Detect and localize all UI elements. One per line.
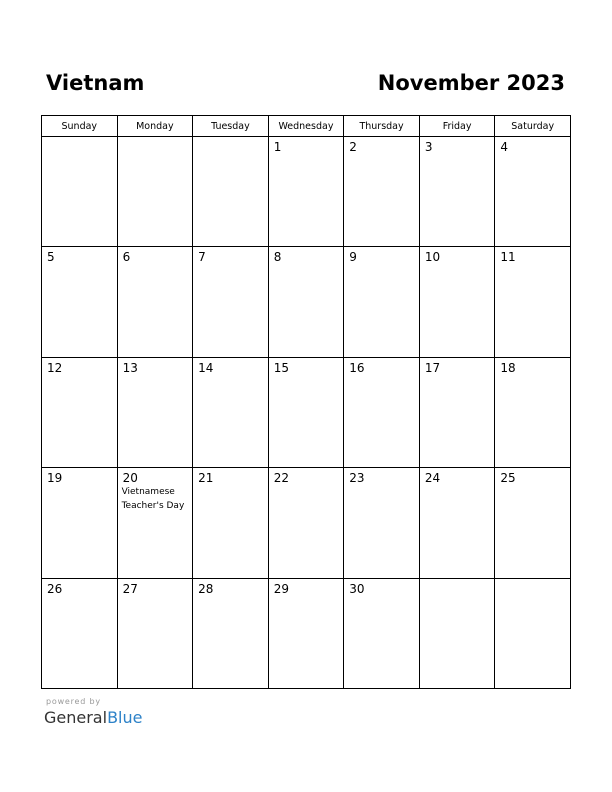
day-number: 18 — [500, 360, 516, 375]
day-number: 15 — [273, 360, 289, 375]
day-cell — [42, 137, 118, 247]
day-number — [420, 579, 495, 582]
day-number: 5 — [47, 250, 55, 265]
day-number — [118, 137, 193, 140]
weekday-header-monday: Monday — [117, 116, 193, 137]
day-number: 4 — [500, 140, 509, 154]
footer-branding — [44, 697, 142, 728]
day-number: 6 — [122, 250, 131, 265]
day-cell — [268, 357, 344, 467]
day-number: 25 — [500, 471, 516, 486]
day-cell — [268, 247, 344, 357]
weekday-header-thursday: Thursday — [344, 116, 420, 137]
day-cell — [419, 247, 495, 357]
calendar-body — [42, 137, 571, 689]
day-number — [495, 579, 570, 582]
week-row — [42, 247, 571, 357]
day-number: 14 — [198, 360, 214, 375]
day-number: 22 — [273, 471, 289, 486]
day-number: 16 — [349, 360, 365, 375]
day-number: 7 — [198, 250, 206, 265]
weekday-header-saturday: Saturday — [495, 116, 571, 137]
weekday-header-friday: Friday — [419, 116, 495, 137]
day-number: 1 — [273, 140, 282, 154]
day-number: 2 — [349, 140, 357, 154]
weekday-header-sunday: Sunday — [42, 116, 118, 137]
day-cell — [344, 137, 420, 247]
day-cell — [419, 137, 495, 247]
day-cell — [193, 247, 269, 357]
day-number: 13 — [122, 360, 138, 375]
day-number — [193, 137, 268, 140]
day-cell — [117, 137, 193, 247]
day-cell — [268, 137, 344, 247]
day-number: 19 — [47, 471, 63, 486]
day-number: 11 — [500, 250, 516, 265]
day-number: 21 — [198, 471, 214, 486]
day-number: 17 — [424, 360, 441, 375]
week-row — [42, 137, 571, 247]
day-number: 30 — [349, 581, 365, 596]
day-cell — [42, 468, 118, 578]
calendar-country-title: Vietnam — [46, 71, 145, 95]
day-number: 26 — [47, 581, 63, 596]
day-cell — [117, 578, 193, 688]
weekday-header-row — [42, 116, 571, 137]
calendar-grid — [41, 115, 571, 689]
day-cell — [193, 578, 269, 688]
day-cell — [344, 247, 420, 357]
day-cell-holiday — [117, 468, 193, 578]
weekday-header-wednesday: Wednesday — [268, 116, 344, 137]
day-cell — [42, 247, 118, 357]
logo-text-general: General — [44, 708, 108, 727]
day-number: 28 — [198, 581, 214, 596]
day-cell — [419, 578, 495, 688]
week-row — [42, 357, 571, 467]
weekday-header-tuesday: Tuesday — [193, 116, 269, 137]
day-cell — [495, 247, 571, 357]
day-cell — [268, 578, 344, 688]
day-cell — [495, 357, 571, 467]
day-cell — [344, 578, 420, 688]
day-number: 27 — [122, 581, 138, 596]
day-number: 20 — [122, 471, 138, 486]
day-number: 10 — [424, 250, 441, 265]
day-number: 8 — [273, 250, 282, 265]
day-cell — [268, 468, 344, 578]
day-number: 12 — [47, 360, 63, 375]
calendar-month-title: November 2023 — [377, 71, 565, 95]
day-cell — [193, 357, 269, 467]
day-number: 23 — [349, 471, 365, 486]
day-cell — [419, 468, 495, 578]
day-cell — [419, 357, 495, 467]
day-number: 24 — [424, 471, 441, 486]
week-row — [42, 468, 571, 578]
logo-text-blue: Blue — [107, 708, 143, 727]
day-number — [42, 137, 117, 140]
generalblue-logo[interactable] — [44, 708, 142, 728]
day-cell — [344, 468, 420, 578]
day-cell — [495, 468, 571, 578]
day-cell — [495, 578, 571, 688]
week-row — [42, 578, 571, 688]
holiday-label: Vietnamese Teacher's Day — [121, 487, 185, 512]
day-number: 29 — [273, 581, 289, 596]
day-cell — [344, 357, 420, 467]
day-number: 3 — [424, 140, 433, 154]
day-cell — [42, 357, 118, 467]
day-cell — [42, 578, 118, 688]
powered-by-text: powered by — [46, 697, 101, 706]
day-cell — [193, 468, 269, 578]
day-cell — [495, 137, 571, 247]
day-cell — [117, 357, 193, 467]
day-cell — [193, 137, 269, 247]
day-cell — [117, 247, 193, 357]
day-number: 9 — [349, 250, 357, 265]
